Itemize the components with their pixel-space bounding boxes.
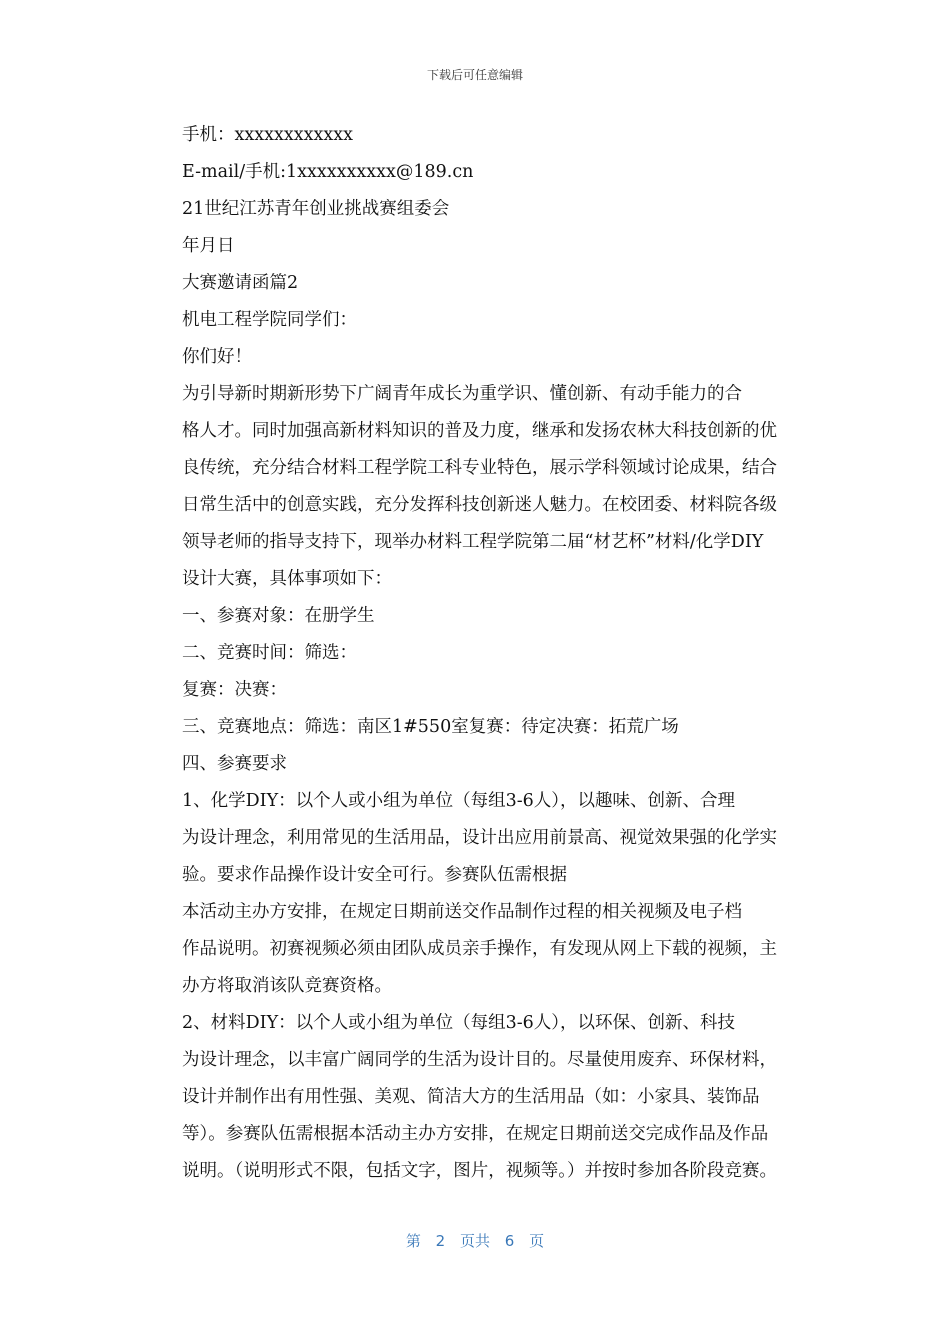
paragraph-line: 格人才。同时加强高新材料知识的普及力度，继承和发扬农林大科技创新的优 — [182, 421, 777, 441]
item-time-continued: 复赛：决赛： — [182, 680, 287, 700]
section-title: 大赛邀请函篇2 — [182, 273, 299, 293]
greeting: 你们好！ — [182, 347, 252, 367]
page-number-footer: 第 2 页共 6 页 — [405, 1232, 545, 1250]
phone-line: 手机：xxxxxxxxxxxx — [182, 125, 353, 145]
paragraph-line: 为引导新时期新形势下广阔青年成长为重学识、懂创新、有动手能力的合 — [182, 384, 742, 404]
date-line: 年月日 — [182, 236, 235, 256]
greeting-recipient: 机电工程学院同学们： — [182, 310, 357, 330]
paragraph-line: 作品说明。初赛视频必须由团队成员亲手操作，有发现从网上下载的视频，主 — [182, 939, 777, 959]
requirement-2-paragraph — [146, 1005, 808, 1190]
item-venue: 三、竞赛地点：筛选：南区1#550室复赛：待定决赛：拓荒广场 — [182, 717, 679, 737]
item-time: 二、竞赛时间：筛选： — [182, 643, 357, 663]
page-header: 下载后可任意编辑 — [426, 68, 523, 82]
paragraph-line: 验。要求作品操作设计安全可行。参赛队伍需根据 — [182, 865, 567, 885]
paragraph-line: 良传统，充分结合材料工程学院工科专业特色，展示学科领域讨论成果，结合 — [182, 458, 777, 478]
paragraph-line: 办方将取消该队竞赛资格。 — [182, 976, 392, 996]
paragraph-line: 等）。参赛队伍需根据本活动主办方安排，在规定日期前送交完成作品及作品 — [182, 1124, 769, 1144]
paragraph-line: 说明。（说明形式不限，包括文字，图片，视频等。）并按时参加各阶段竞赛。 — [182, 1161, 777, 1181]
paragraph-line: 设计并制作出有用性强、美观、简洁大方的生活用品（如：小家具、装饰品 — [182, 1087, 760, 1107]
paragraph-line: 本活动主办方安排，在规定日期前送交作品制作过程的相关视频及电子档 — [182, 902, 742, 922]
intro-paragraph — [146, 376, 808, 598]
paragraph-line: 为设计理念，以丰富广阔同学的生活为设计目的。尽量使用废弃、环保材料， — [182, 1050, 777, 1070]
requirement-1-continued-paragraph — [146, 894, 808, 1005]
item-requirements: 四、参赛要求 — [182, 754, 287, 774]
paragraph-line: 为设计理念，利用常见的生活用品，设计出应用前景高、视觉效果强的化学实 — [182, 828, 777, 848]
paragraph-line: 日常生活中的创意实践，充分发挥科技创新迷人魅力。在校团委、材料院各级 — [182, 495, 777, 515]
paragraph-line: 设计大赛，具体事项如下： — [182, 569, 392, 589]
item-target: 一、参赛对象：在册学生 — [182, 606, 375, 626]
paragraph-line: 领导老师的指导支持下，现举办材料工程学院第二届“材艺杯”材料/化学DIY — [182, 532, 764, 552]
organizer-line: 21世纪江苏青年创业挑战赛组委会 — [182, 199, 450, 219]
email-line: E-mail/手机:1xxxxxxxxxx@189.cn — [182, 162, 474, 182]
document-body — [146, 117, 808, 1190]
paragraph-line: 2、材料DIY：以个人或小组为单位（每组3-6人），以环保、创新、科技 — [182, 1013, 736, 1033]
paragraph-line: 1、化学DIY：以个人或小组为单位（每组3-6人），以趣味、创新、合理 — [182, 791, 736, 811]
requirement-1-paragraph — [146, 783, 808, 894]
